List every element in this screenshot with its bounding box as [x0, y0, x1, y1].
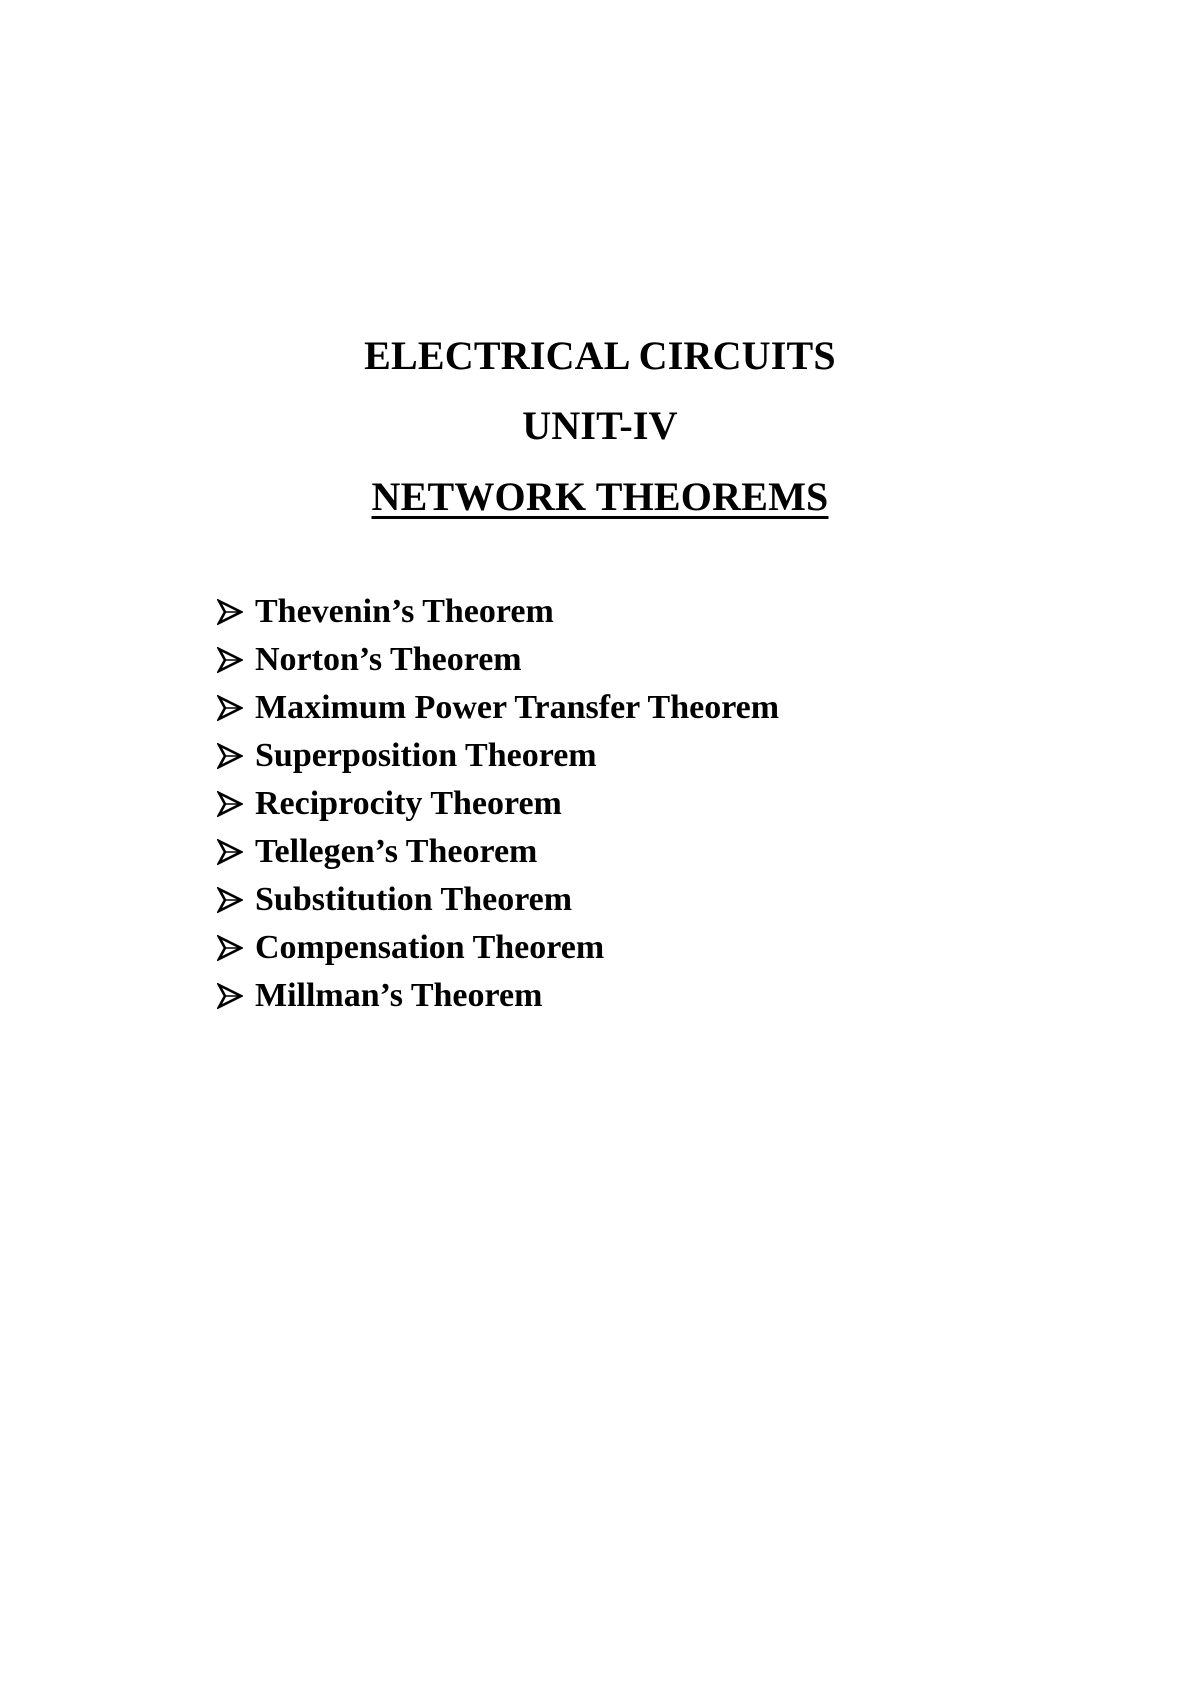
list-item — [217, 876, 779, 924]
list-item — [217, 972, 779, 1020]
list-item — [217, 828, 779, 876]
arrowhead-bullet-icon — [217, 839, 243, 865]
list-item-label: Compensation Theorem — [255, 929, 605, 966]
arrowhead-bullet-icon — [217, 887, 243, 913]
list-item — [217, 732, 779, 780]
document-title: ELECTRICAL CIRCUITS — [364, 333, 836, 378]
topic-heading-wrapper — [0, 473, 1200, 521]
list-item-label: Superposition Theorem — [255, 737, 597, 774]
list-item-label: Substitution Theorem — [255, 881, 573, 918]
arrowhead-bullet-icon — [217, 695, 243, 721]
unit-heading: UNIT-IV — [522, 403, 678, 448]
list-item-label: Maximum Power Transfer Theorem — [255, 689, 780, 726]
list-item-label: Thevenin’s Theorem — [255, 593, 554, 630]
list-item — [217, 924, 779, 972]
list-item-label: Reciprocity Theorem — [255, 785, 562, 822]
arrowhead-bullet-icon — [217, 935, 243, 961]
list-item — [217, 684, 779, 732]
arrowhead-bullet-icon — [217, 791, 243, 817]
topic-heading: NETWORK THEOREMS — [371, 474, 829, 519]
arrowhead-bullet-icon — [217, 743, 243, 769]
arrowhead-bullet-icon — [217, 599, 243, 625]
list-item — [217, 780, 779, 828]
arrowhead-bullet-icon — [217, 983, 243, 1009]
list-item-label: Millman’s Theorem — [255, 977, 543, 1014]
list-item — [217, 636, 779, 684]
list-item-label: Tellegen’s Theorem — [255, 833, 538, 870]
arrowhead-bullet-icon — [217, 647, 243, 673]
theorem-list — [217, 588, 779, 1020]
list-item-label: Norton’s Theorem — [255, 641, 522, 678]
list-item — [217, 588, 779, 636]
